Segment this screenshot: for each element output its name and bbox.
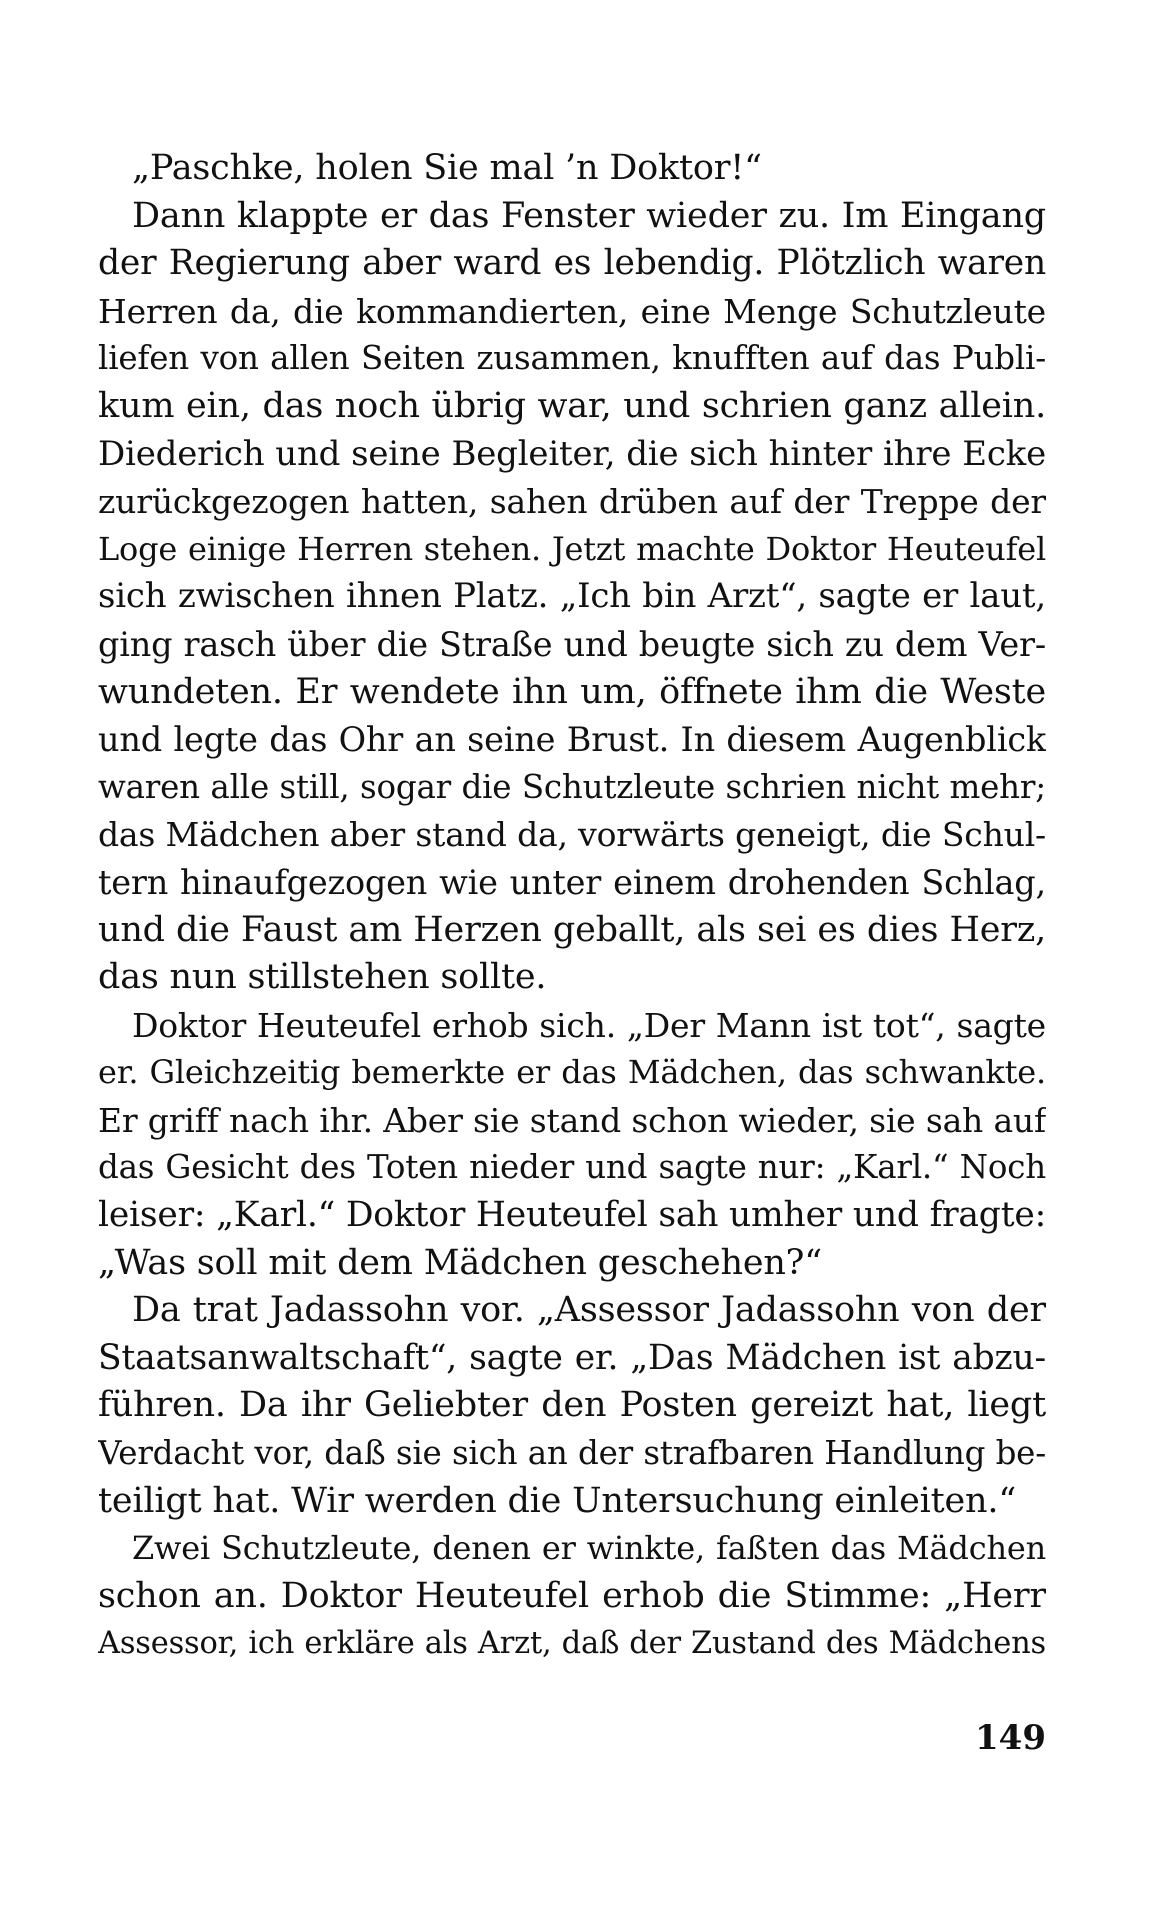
page-number: 149	[975, 1718, 1046, 1758]
text-line: ging rasch über die Straße und beugte sich zu dem Ver-	[98, 624, 1046, 664]
text-line: „Paschke, holen Sie mal ’n Doktor!“	[132, 148, 762, 188]
text-line: Herren da, die kommandierten, eine Menge Schutzleute	[98, 291, 1046, 331]
text-line: liefen von allen Seiten zusammen, knufften auf das Publi-	[98, 339, 1046, 378]
text-line: und legte das Ohr an seine Brust. In diesem Augenblick	[98, 720, 1046, 760]
text-line: zurückgezogen hatten, sahen drüben auf der Treppe der	[98, 482, 1046, 522]
text-line: wundeten. Er wendete ihn um, öffnete ihm die Weste	[98, 671, 1046, 712]
text-line: Er griff nach ihr. Aber sie stand schon wieder, sie sah auf	[98, 1100, 1046, 1140]
text-line: Zwei Schutzleute, denen er winkte, faßten das Mädchen	[132, 1529, 1046, 1568]
text-line: Diederich und seine Begleiter, die sich hinter ihre Ecke	[98, 433, 1046, 474]
text-line: tern hinaufgezogen wie unter einem drohenden Schlag,	[98, 862, 1046, 902]
text-line: er. Gleichzeitig bemerkte er das Mädchen, das schwankte.	[98, 1053, 1046, 1092]
text-line: der Regierung aber ward es lebendig. Plötzlich waren	[98, 243, 1046, 284]
text-line: das nun stillstehen sollte.	[98, 957, 547, 998]
text-line: das Mädchen aber stand da, vorwärts geneigt, die Schul-	[98, 815, 1046, 855]
text-line: teiligt hat. Wir werden die Untersuchung einleiten.“	[98, 1480, 1017, 1521]
text-line: Da trat Jadassohn vor. „Assessor Jadassohn von der	[132, 1290, 1046, 1331]
text-line: führen. Da ihr Geliebter den Posten gereizt hat, liegt	[98, 1385, 1046, 1426]
text-line: kum ein, das noch übrig war, und schrien ganz allein.	[98, 385, 1046, 426]
text-line: sich zwischen ihnen Platz. „Ich bin Arzt“, sagte er laut,	[98, 576, 1046, 617]
text-line: leiser: „Karl.“ Doktor Heuteufel sah umher und fragte:	[98, 1195, 1046, 1236]
text-line: waren alle still, sogar die Schutzleute schrien nicht mehr;	[98, 767, 1046, 806]
text-line: Assessor, ich erkläre als Arzt, daß der Zustand des Mädchens	[98, 1626, 1046, 1662]
body-text	[98, 145, 1046, 1668]
text-line: schon an. Doktor Heuteufel erhob die Stimme: „Herr	[98, 1575, 1046, 1616]
text-line: und die Faust am Herzen geballt, als sei es dies Herz,	[98, 909, 1046, 950]
text-line: Dann klappte er das Fenster wieder zu. Im Eingang	[132, 195, 1046, 236]
text-line: „Was soll mit dem Mädchen geschehen?“	[98, 1242, 822, 1283]
text-line: Doktor Heuteufel erhob sich. „Der Mann ist tot“, sagte	[132, 1005, 1046, 1045]
text-line: das Gesicht des Toten nieder und sagte nur: „Karl.“ Noch	[98, 1148, 1046, 1187]
text-line: Verdacht vor, daß sie sich an der strafbaren Handlung be-	[98, 1434, 1046, 1473]
text-line: Staatsanwaltschaft“, sagte er. „Das Mädchen ist abzu-	[98, 1337, 1046, 1378]
text-line: Loge einige Herren stehen. Jetzt machte Doktor Heuteufel	[98, 529, 1046, 568]
